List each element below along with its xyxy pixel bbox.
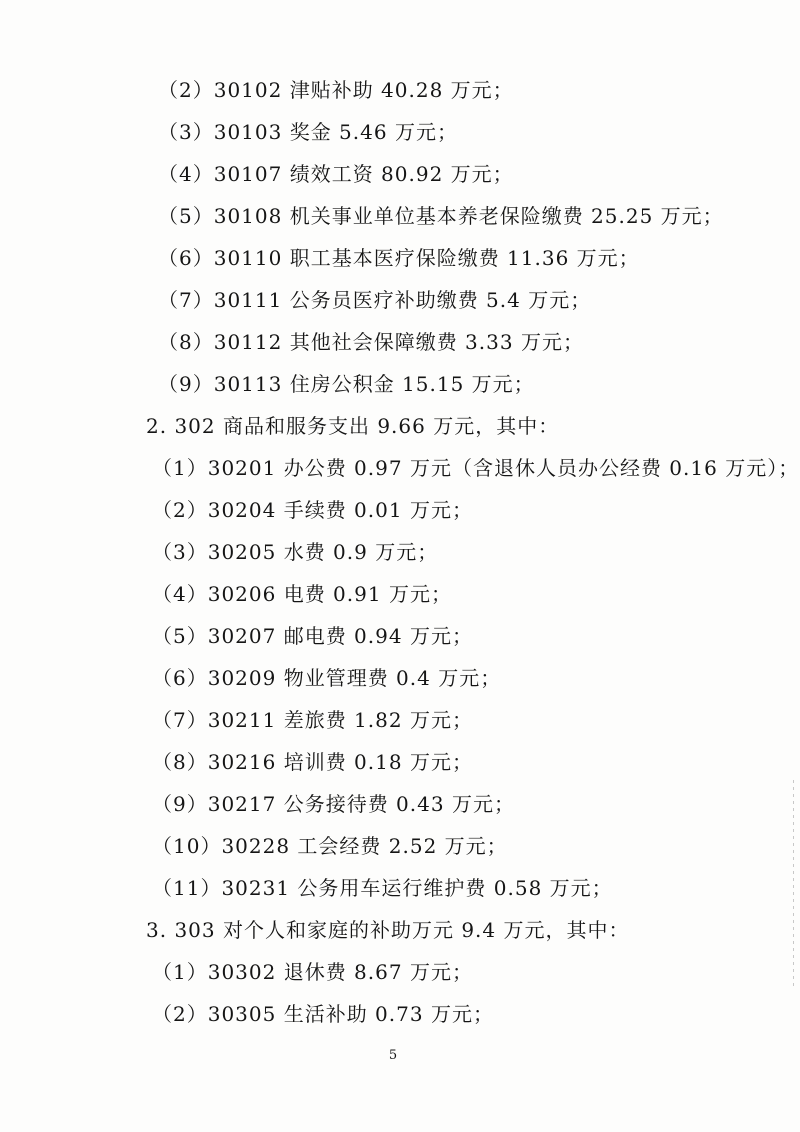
budget-line: （2）30102 津贴补助 40.28 万元； xyxy=(158,78,514,102)
budget-line: （5）30207 邮电费 0.94 万元； xyxy=(152,624,473,648)
page-number: 5 xyxy=(388,1048,398,1063)
budget-line: （2）30305 生活补助 0.73 万元； xyxy=(152,1002,494,1026)
section-heading: 2. 302 商品和服务支出 9.66 万元，其中： xyxy=(146,414,560,438)
budget-line: （11）30231 公务用车运行维护费 0.58 万元； xyxy=(152,876,613,900)
budget-line: （9）30113 住房公积金 15.15 万元； xyxy=(158,372,535,396)
budget-line: （7）30111 公务员医疗补助缴费 5.4 万元； xyxy=(158,288,592,312)
budget-line: （9）30217 公务接待费 0.43 万元； xyxy=(152,792,515,816)
section-heading: 3. 303 对个人和家庭的补助万元 9.4 万元，其中： xyxy=(146,918,630,942)
budget-line: （3）30205 水费 0.9 万元； xyxy=(152,540,439,564)
budget-line: （2）30204 手续费 0.01 万元； xyxy=(152,498,473,522)
budget-line: （7）30211 差旅费 1.82 万元； xyxy=(152,708,473,732)
budget-line: （10）30228 工会经费 2.52 万元； xyxy=(152,834,508,858)
budget-line: （4）30206 电费 0.91 万元； xyxy=(152,582,452,606)
budget-line: （1）30201 办公费 0.97 万元（含退休人员办公经费 0.16 万元）； xyxy=(152,456,800,480)
budget-line: （8）30112 其他社会保障缴费 3.33 万元； xyxy=(158,330,584,354)
budget-line: （8）30216 培训费 0.18 万元； xyxy=(152,750,473,774)
budget-line: （6）30110 职工基本医疗保险缴费 11.36 万元； xyxy=(158,246,640,270)
scan-edge-mark xyxy=(793,780,794,990)
budget-line: （3）30103 奖金 5.46 万元； xyxy=(158,120,458,144)
budget-line: （5）30108 机关事业单位基本养老保险缴费 25.25 万元； xyxy=(158,204,724,228)
budget-line: （6）30209 物业管理费 0.4 万元； xyxy=(152,666,502,690)
budget-line: （1）30302 退休费 8.67 万元； xyxy=(152,960,473,984)
budget-line: （4）30107 绩效工资 80.92 万元； xyxy=(158,162,514,186)
